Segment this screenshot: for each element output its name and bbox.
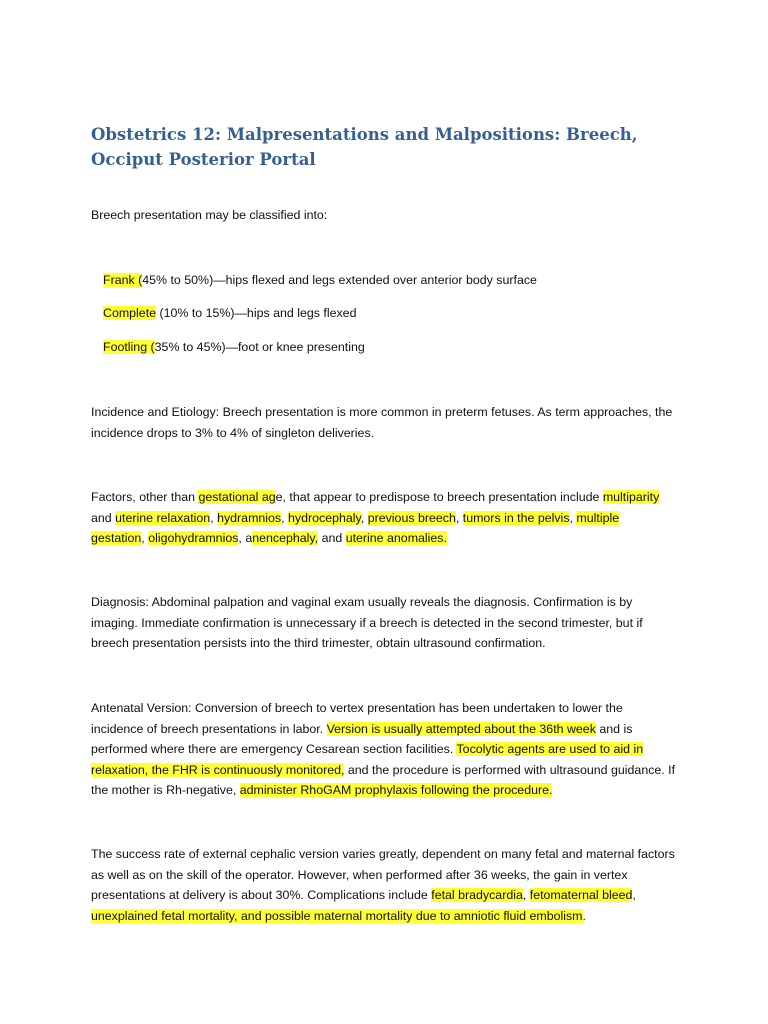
highlight: Version is usually attempted about the 36th week <box>326 721 596 736</box>
highlight: nencephaly, <box>252 531 319 545</box>
highlight: fetomaternal bleed <box>529 888 633 902</box>
antenatal-version-paragraph <box>91 698 676 801</box>
incidence-paragraph: Incidence and Etiology: Breech presentation is more common in preterm fetuses. As term approaches, the incidence drops to 3% to 4% of singleton deliveries. <box>91 405 673 440</box>
text-run: , <box>210 510 218 525</box>
text-run: and <box>318 531 346 545</box>
text-run: , <box>569 510 577 525</box>
highlight: uterine anomalies. <box>345 531 447 545</box>
text-run: , <box>455 510 463 525</box>
highlight: multiparity <box>602 490 660 504</box>
text-run: , <box>632 888 636 902</box>
highlight: uterine relaxation <box>115 510 211 525</box>
text-run: e, that appear to predispose to breech presentation include <box>275 490 603 504</box>
text-run: , <box>360 510 368 525</box>
text-run: Antenatal Version: Conversion of breech to vertex presentation has been undertaken to lower the incidence of breech presentations in labor. <box>91 701 623 736</box>
highlight: Complete <box>103 306 157 320</box>
highlight: Tocolytic agents are used to aid in relaxation, the FHR is continuously monitored, <box>91 742 644 777</box>
breech-type-complete <box>103 303 663 323</box>
highlight: administer RhoGAM prophylaxis following the procedure. <box>239 783 553 797</box>
highlight: unexplained fetal mortality, and possible maternal mortality due to amniotic fluid embolism <box>91 908 583 923</box>
highlight: multiple gestation <box>91 510 620 545</box>
highlight: Frank ( <box>103 273 143 287</box>
highlight: Footling ( <box>103 340 155 354</box>
intro-text: Breech presentation may be classified into: <box>91 208 328 222</box>
type-description: (10% to 15%)—hips and legs flexed <box>156 306 357 320</box>
breech-type-footling <box>103 337 663 357</box>
page-title: Obstetrics 12: Malpresentations and Malpositions: Breech, Occiput Posterior Portal <box>91 125 638 169</box>
text-run: , <box>281 510 289 525</box>
success-rate-paragraph <box>91 844 676 926</box>
highlight: hydrocephaly <box>288 510 361 525</box>
factors-paragraph <box>91 487 676 549</box>
highlight: fetal bradycardia <box>431 888 523 902</box>
breech-type-frank <box>103 270 663 290</box>
highlight: hydramnios <box>217 510 282 525</box>
text-run: and is performed where there are emergency Cesarean section facilities. <box>91 721 633 756</box>
highlight: previous breech <box>367 510 456 525</box>
highlight: oligohydramnios <box>148 531 239 545</box>
diagnosis-paragraph: Diagnosis: Abdominal palpation and vaginal exam usually reveals the diagnosis. Confirmation is by imaging. Immediate confirmation is unnecessary if a breech is detected in the second trimester, but if breech presentation persists into the third trimester, obtain ultrasound confirmation. <box>91 595 643 650</box>
text-run: , <box>141 531 149 545</box>
text-run: and <box>91 510 116 525</box>
text-run: , <box>522 888 530 902</box>
highlight: tumors in the pelvis <box>462 510 570 525</box>
text-run: The success rate of external cephalic version varies greatly, dependent on many fetal and maternal factors as well as on the skill of the operator. However, when performed after 36 weeks, the gain in vertex presentations at delivery is about 30%. Complications include <box>91 847 675 902</box>
text-run: a <box>245 531 253 545</box>
text-run: and the procedure is performed with ultrasound guidance. If the mother is Rh-negative, <box>91 762 676 797</box>
text-run: . <box>582 908 586 923</box>
text-run: , <box>238 531 246 545</box>
highlight: gestational ag <box>198 490 276 504</box>
type-description: 35% to 45%)—foot or knee presenting <box>154 340 365 354</box>
text-run: Factors, other than <box>91 490 199 504</box>
type-description: 45% to 50%)—hips flexed and legs extended over anterior body surface <box>142 273 537 287</box>
